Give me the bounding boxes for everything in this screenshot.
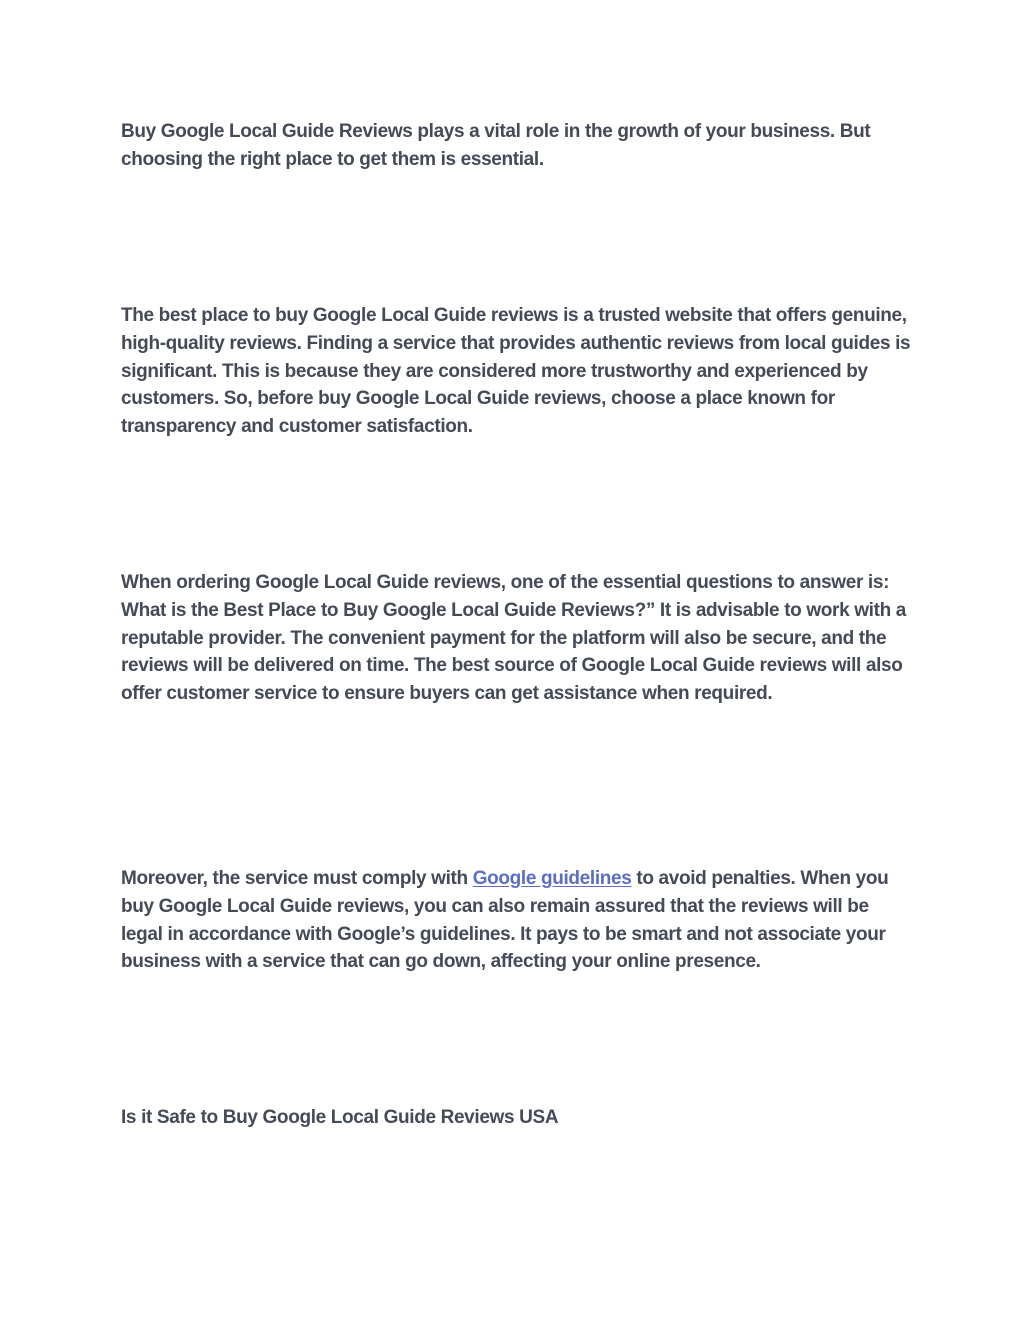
safety-heading: Is it Safe to Buy Google Local Guide Reviews USA xyxy=(121,1107,559,1128)
guidelines-paragraph xyxy=(121,865,911,976)
intro-paragraph: Buy Google Local Guide Reviews plays a vital role in the growth of your business. But choosing the right place to get them is essential. xyxy=(121,121,871,170)
google-guidelines-link[interactable]: Google guidelines xyxy=(472,868,632,889)
guidelines-text-before: Moreover, the service must comply with xyxy=(121,868,473,889)
ordering-paragraph: When ordering Google Local Guide reviews, one of the essential questions to answer is: What is the Best Place to Buy Google Local Guide Reviews?” It is advisable to work with a reputable provider. The convenient payment for the platform will also be secure, and the reviews will be delivered on time. The best source of Google Local Guide reviews will also offer customer service to ensure buyers can get assistance when required. xyxy=(121,572,906,705)
best-place-paragraph: The best place to buy Google Local Guide reviews is a trusted website that offers genuine, high-quality reviews. Finding a service that provides authentic reviews from local guides is significant. This is because they are considered more trustworthy and experienced by customers. So, before buy Google Local Guide reviews, choose a place known for transparency and customer satisfaction. xyxy=(121,305,911,438)
guidelines-text-after: to avoid penalties. When you buy Google Local Guide reviews, you can also remain assured that the reviews will be legal in accordance with Google’s guidelines. It pays to be smart and not associate your business with a service that can go down, affecting your online presence. xyxy=(121,868,889,973)
